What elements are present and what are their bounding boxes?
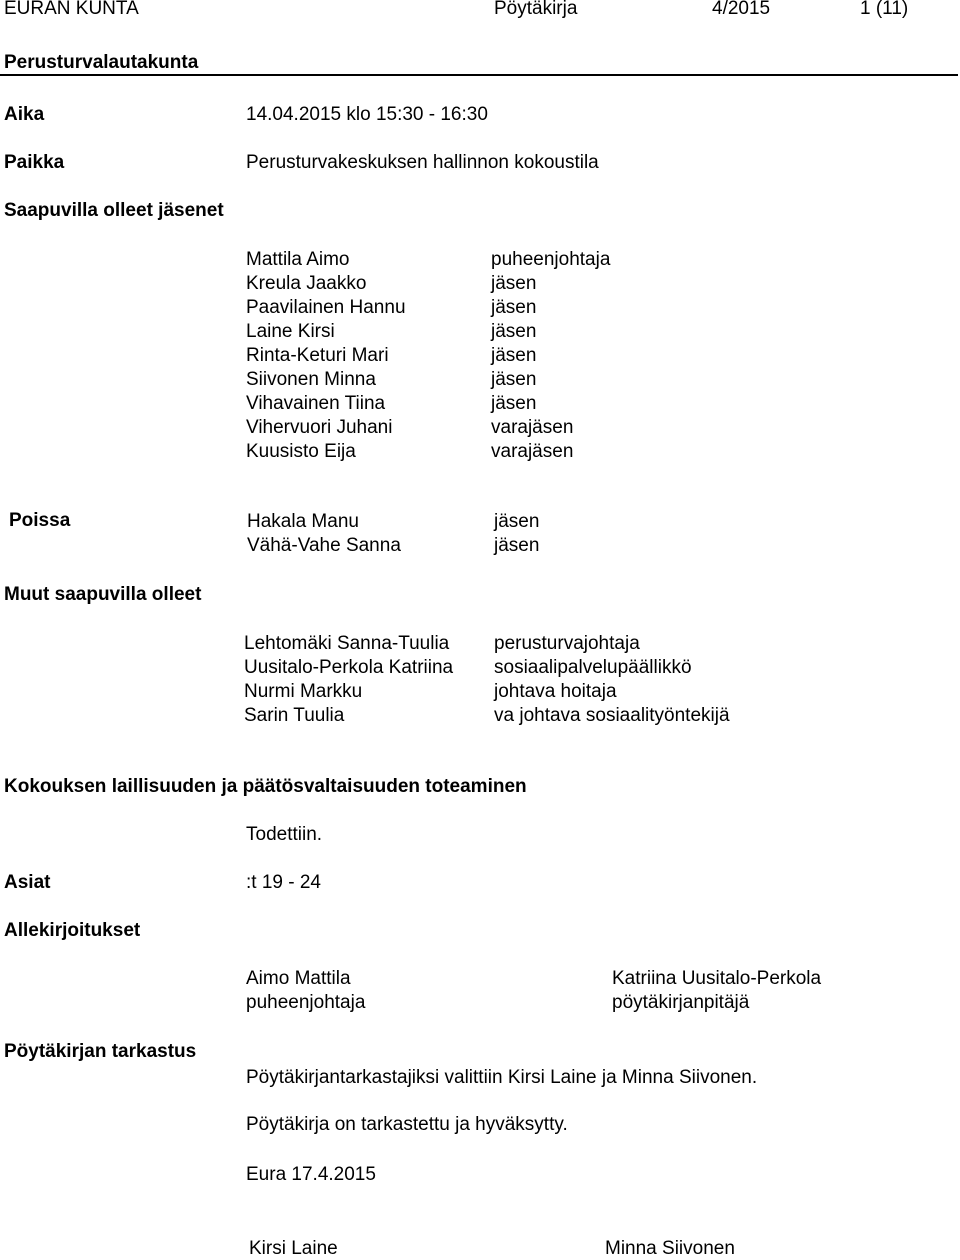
others-roles	[494, 632, 730, 728]
header-rule	[0, 74, 958, 76]
aika-label: Aika	[4, 104, 45, 125]
member-name: Vähä-Vahe Sanna	[247, 535, 401, 556]
signature-left-name: Aimo Mattila	[246, 968, 351, 989]
member-role: jäsen	[491, 321, 537, 342]
member-name: Vihervuori Juhani	[246, 417, 393, 438]
legality-text: Todettiin.	[246, 824, 323, 845]
asiat-value: :t 19 - 24	[246, 872, 321, 893]
member-name: Paavilainen Hannu	[246, 297, 406, 318]
paikka-value: Perusturvakeskuksen hallinnon kokoustila	[246, 152, 599, 173]
review-label: Pöytäkirjan tarkastus	[4, 1041, 197, 1062]
member-name: Lehtomäki Sanna-Tuulia	[244, 633, 450, 654]
member-role: jäsen	[491, 369, 537, 390]
signature-right-name: Katriina Uusitalo-Perkola	[612, 968, 822, 989]
member-role: johtava hoitaja	[494, 681, 617, 702]
member-name: Siivonen Minna	[246, 369, 376, 390]
member-name: Kreula Jaakko	[246, 273, 367, 294]
page-number: 1 (11)	[860, 0, 909, 19]
committee-name: Perusturvalautakunta	[4, 52, 199, 73]
member-role: puheenjohtaja	[491, 249, 611, 270]
member-name: Sarin Tuulia	[244, 705, 345, 726]
member-role: jäsen	[491, 393, 537, 414]
others-label: Muut saapuvilla olleet	[4, 584, 202, 605]
present-roles	[491, 248, 610, 464]
legality-heading: Kokouksen laillisuuden ja päätösvaltaisuuden toteaminen	[4, 776, 527, 797]
member-role: va johtava sosiaalityöntekijä	[494, 705, 730, 726]
signature-right-role: pöytäkirjanpitäjä	[612, 992, 750, 1013]
review-place-date: Eura 17.4.2015	[246, 1164, 376, 1185]
member-role: jäsen	[494, 511, 540, 532]
doc-number: 4/2015	[712, 0, 771, 19]
review-line2: Pöytäkirja on tarkastettu ja hyväksytty.	[246, 1114, 568, 1135]
present-label: Saapuvilla olleet jäsenet	[4, 200, 224, 221]
others-names	[244, 632, 453, 728]
signature-left-role: puheenjohtaja	[246, 992, 366, 1013]
member-role: varajäsen	[491, 417, 574, 438]
reviewer2-name: Minna Siivonen	[605, 1238, 735, 1259]
reviewer1-name: Kirsi Laine	[249, 1238, 338, 1259]
member-role: jäsen	[494, 535, 540, 556]
paikka-label: Paikka	[4, 152, 65, 173]
asiat-label: Asiat	[4, 872, 51, 893]
present-names	[246, 248, 406, 464]
member-name: Vihavainen Tiina	[246, 393, 386, 414]
member-role: jäsen	[491, 273, 537, 294]
member-name: Nurmi Markku	[244, 681, 363, 702]
absent-roles	[494, 510, 539, 558]
member-role: varajäsen	[491, 441, 574, 462]
member-name: Mattila Aimo	[246, 249, 350, 270]
doc-type: Pöytäkirja	[494, 0, 578, 19]
member-role: perusturvajohtaja	[494, 633, 640, 654]
signatures-label: Allekirjoitukset	[4, 920, 141, 941]
member-name: Uusitalo-Perkola Katriina	[244, 657, 454, 678]
member-role: jäsen	[491, 345, 537, 366]
member-name: Hakala Manu	[247, 511, 359, 532]
absent-names	[247, 510, 401, 558]
org-name: EURAN KUNTA	[4, 0, 139, 19]
aika-value: 14.04.2015 klo 15:30 - 16:30	[246, 104, 488, 125]
review-line1: Pöytäkirjantarkastajiksi valittiin Kirsi Laine ja Minna Siivonen.	[246, 1067, 758, 1088]
absent-label: Poissa	[9, 510, 71, 531]
member-name: Kuusisto Eija	[246, 441, 356, 462]
member-role: jäsen	[491, 297, 537, 318]
member-name: Laine Kirsi	[246, 321, 335, 342]
member-name: Rinta-Keturi Mari	[246, 345, 389, 366]
member-role: sosiaalipalvelupäällikkö	[494, 657, 692, 678]
